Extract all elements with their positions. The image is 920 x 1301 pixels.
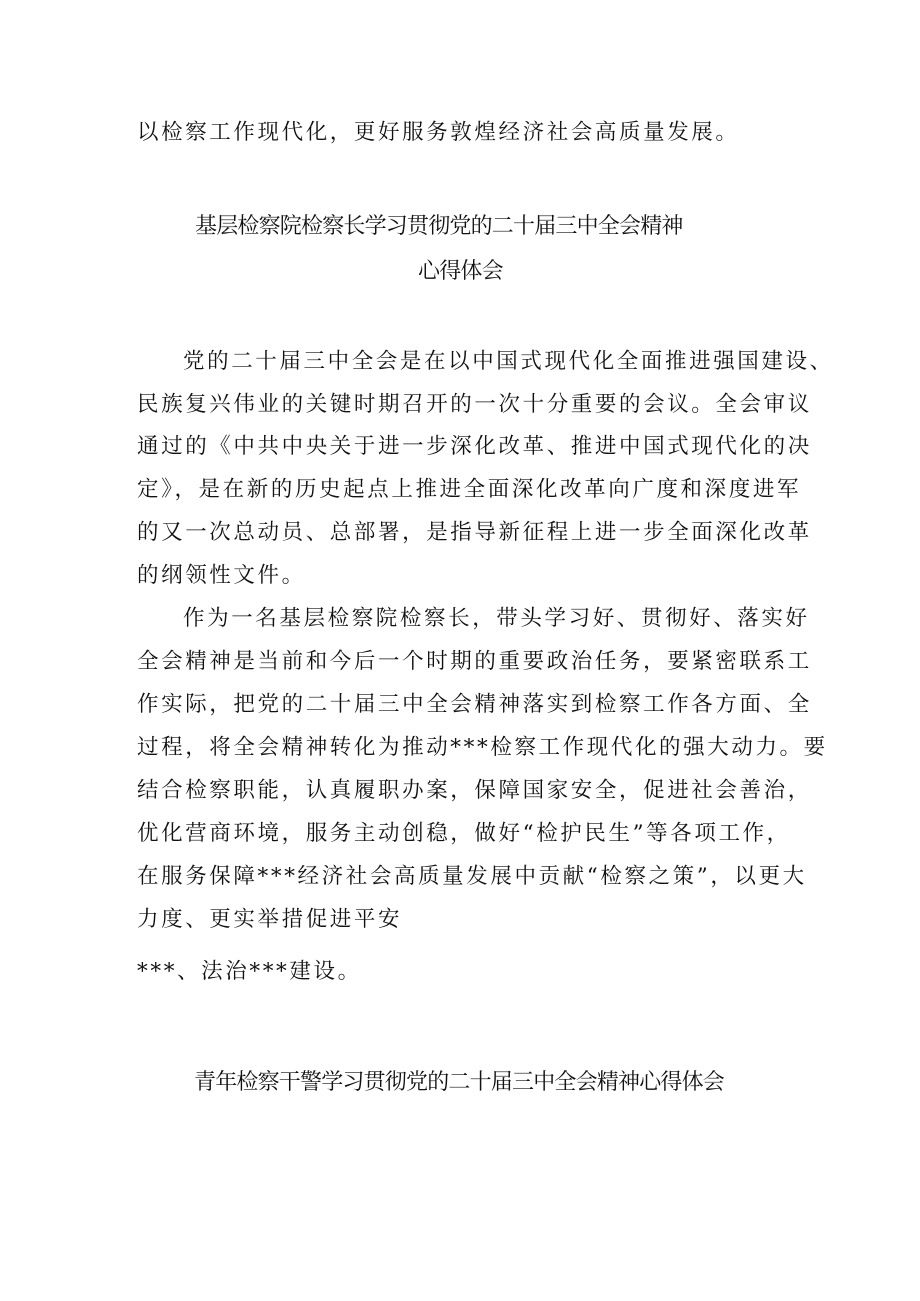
- paragraph-line: 的又一次总动员、总部署，是指导新征程上进一步全面深化改革: [137, 520, 812, 545]
- paragraph-line: 力度、更实举措促进平安: [137, 907, 403, 932]
- paragraph-line: 定》，是在新的历史起点上推进全面深化改革向广度和深度进军: [137, 477, 802, 502]
- paragraph-line: 全会精神是当前和今后一个时期的重要政治任务，要紧密联系工: [137, 649, 812, 674]
- paragraph-line: 民族复兴伟业的关键时期召开的一次十分重要的会议。全会审议: [137, 392, 812, 417]
- paragraph-line: 在服务保障***经济社会高质量发展中贡献“检察之策”，以更大: [137, 864, 807, 889]
- article2-title: 青年检察干警学习贯彻党的二十届三中全会精神心得体会: [194, 1070, 725, 1095]
- paragraph-line: 通过的《中共中央关于进一步深化改革、推进中国式现代化的决: [137, 434, 812, 459]
- paragraph-line: 过程，将全会精神转化为推动***检察工作现代化的强大动力。要: [137, 735, 828, 760]
- paragraph-line: 结合检察职能，认真履职办案，保障国家安全，促进社会善治，: [137, 778, 812, 803]
- article1-title-line2: 心得体会: [418, 259, 503, 284]
- paragraph-line: 的纲领性文件。: [137, 563, 306, 588]
- paragraph-line: 作实际，把党的二十届三中全会精神落实到检察工作各方面、全: [137, 692, 812, 717]
- paragraph-line: 党的二十届三中全会是在以中国式现代化全面推进强国建设、: [183, 349, 834, 374]
- article1-title-line1: 基层检察院检察长学习贯彻党的二十届三中全会精神: [195, 214, 683, 239]
- paragraph-line: 作为一名基层检察院检察长，带头学习好、贯彻好、落实好: [183, 606, 810, 631]
- article1-paragraph3: ***、法治***建设。: [137, 959, 362, 984]
- opening-line: 以检察工作现代化，更好服务敦煌经济社会高质量发展。: [137, 120, 740, 145]
- paragraph-line: 优化营商环境，服务主动创稳，做好“检护民生”等各项工作，: [137, 821, 791, 846]
